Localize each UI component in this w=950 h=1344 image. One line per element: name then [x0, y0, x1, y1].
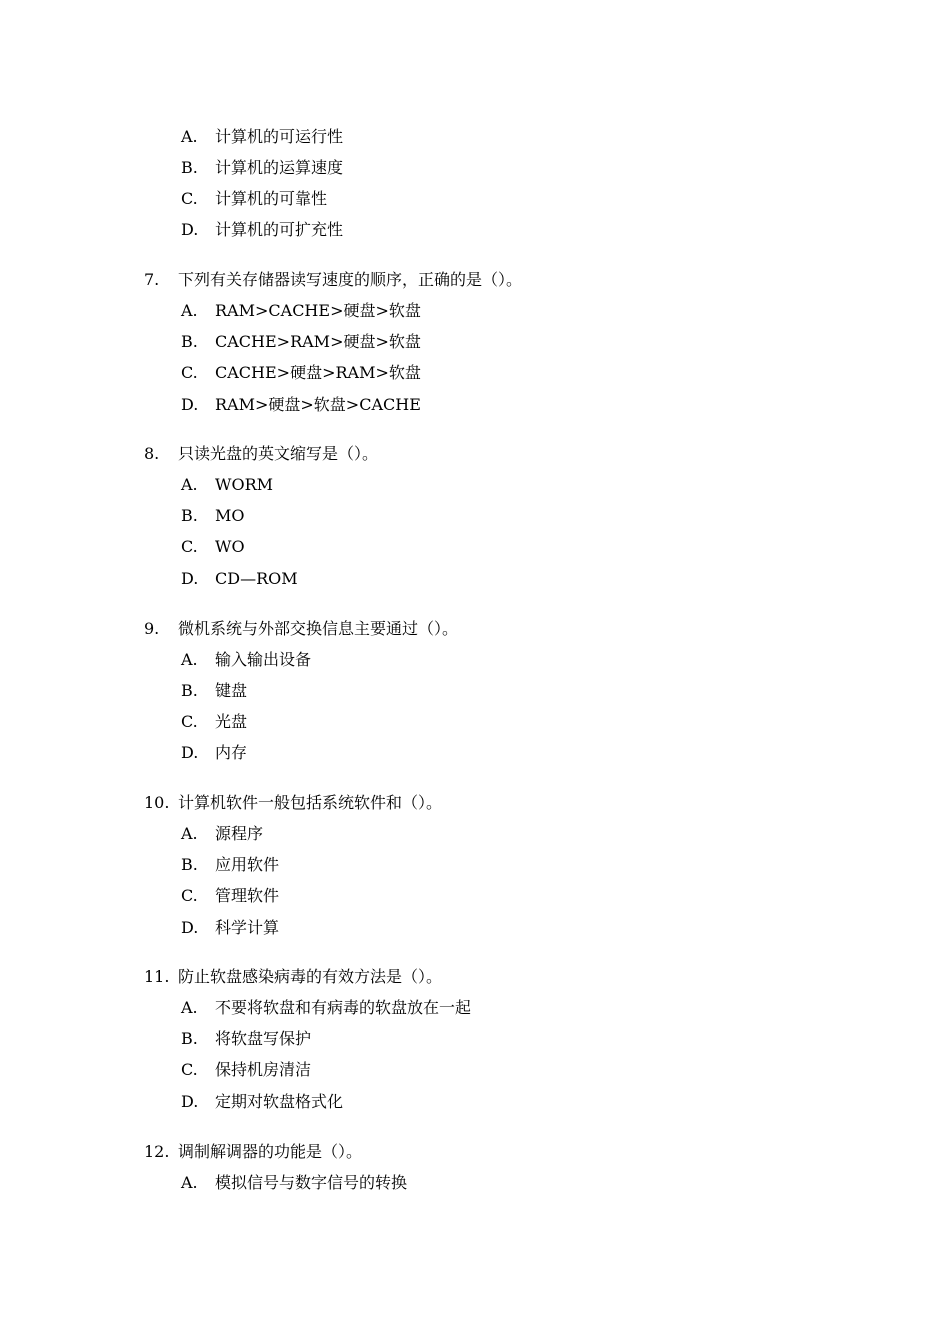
option-text: 科学计算: [215, 918, 280, 937]
question-text: 微机系统与外部交换信息主要通过（）。: [178, 619, 459, 638]
question-number: 7.: [144, 270, 160, 289]
option-letter: A.: [181, 301, 198, 320]
option-letter: D.: [181, 1092, 199, 1111]
question-text: 计算机软件一般包括系统软件和（）。: [178, 793, 443, 812]
option-letter: A.: [181, 1173, 198, 1192]
question-text: 调制解调器的功能是（）。: [178, 1142, 363, 1161]
option-letter: A.: [181, 650, 198, 669]
option-text: 应用软件: [215, 855, 280, 874]
option-text: RAM>CACHE>硬盘>软盘: [215, 301, 421, 320]
option-letter: D.: [181, 569, 199, 588]
option-text: 源程序: [215, 824, 264, 843]
option-text: 计算机的可运行性: [215, 127, 344, 146]
option-text: 光盘: [215, 712, 248, 731]
option-text: 计算机的可扩充性: [215, 220, 344, 239]
question-number: 8.: [144, 444, 160, 463]
option-text: CD—ROM: [215, 569, 298, 588]
option-letter: A.: [181, 824, 198, 843]
option-text: 计算机的运算速度: [215, 158, 344, 177]
option-letter: D.: [181, 395, 199, 414]
option-letter: D.: [181, 918, 199, 937]
option-letter: C.: [181, 712, 198, 731]
question-number: 9.: [144, 619, 160, 638]
option-letter: B.: [181, 855, 198, 874]
option-text: RAM>硬盘>软盘>CACHE: [215, 395, 421, 414]
option-letter: B.: [181, 1029, 198, 1048]
question-text: 下列有关存储器读写速度的顺序，正确的是（）。: [178, 270, 523, 289]
option-text: MO: [215, 506, 245, 525]
option-letter: B.: [181, 158, 198, 177]
option-letter: D.: [181, 743, 199, 762]
option-text: 定期对软盘格式化: [215, 1092, 344, 1111]
question-text: 只读光盘的英文缩写是（）。: [178, 444, 379, 463]
option-letter: B.: [181, 332, 198, 351]
option-text: 将软盘写保护: [215, 1029, 312, 1048]
option-text: 输入输出设备: [215, 650, 312, 669]
option-letter: A.: [181, 127, 198, 146]
question-number: 11.: [144, 967, 170, 986]
option-letter: B.: [181, 506, 198, 525]
question-number: 10.: [144, 793, 170, 812]
option-letter: B.: [181, 681, 198, 700]
option-text: CACHE>硬盘>RAM>软盘: [215, 363, 421, 382]
option-text: 管理软件: [215, 886, 280, 905]
question-text: 防止软盘感染病毒的有效方法是（）。: [178, 967, 443, 986]
option-text: WORM: [215, 475, 273, 494]
option-letter: C.: [181, 537, 198, 556]
option-text: 内存: [215, 743, 248, 762]
option-text: 键盘: [215, 681, 248, 700]
option-text: 保持机房清洁: [215, 1060, 312, 1079]
option-letter: C.: [181, 886, 198, 905]
option-letter: A.: [181, 998, 198, 1017]
option-text: 计算机的可靠性: [215, 189, 328, 208]
option-letter: C.: [181, 363, 198, 382]
option-text: CACHE>RAM>硬盘>软盘: [215, 332, 421, 351]
option-letter: A.: [181, 475, 198, 494]
option-text: 不要将软盘和有病毒的软盘放在一起: [215, 998, 472, 1017]
option-letter: C.: [181, 189, 198, 208]
question-number: 12.: [144, 1142, 170, 1161]
option-letter: C.: [181, 1060, 198, 1079]
option-text: WO: [215, 537, 245, 556]
option-letter: D.: [181, 220, 199, 239]
option-text: 模拟信号与数字信号的转换: [215, 1173, 408, 1192]
